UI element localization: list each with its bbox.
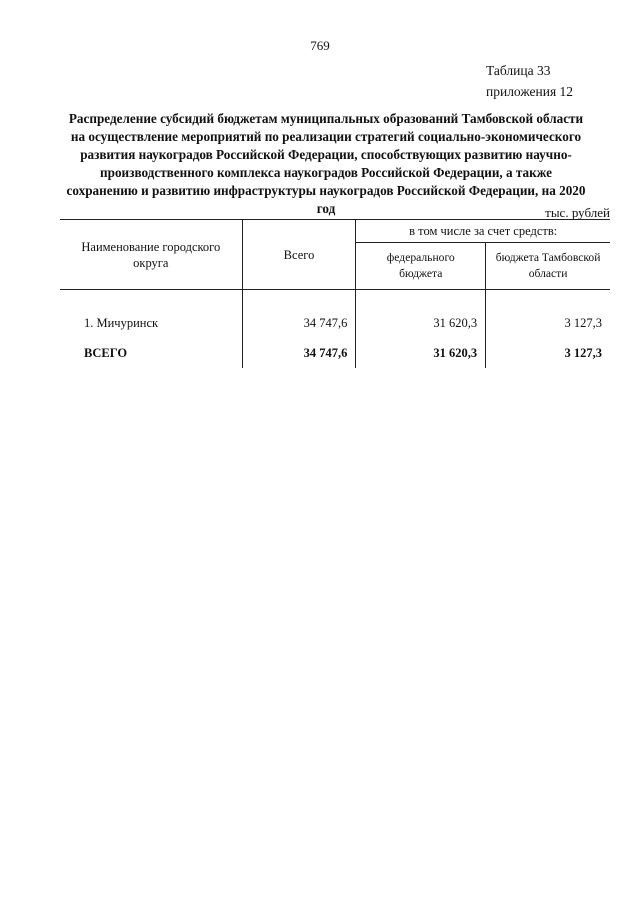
header-funding-sources: в том числе за счет средств:	[356, 220, 610, 243]
grand-total-amount: 34 747,6	[242, 338, 356, 368]
table-row	[60, 290, 610, 339]
table-header-row	[60, 220, 610, 243]
grand-regional-amount: 3 127,3	[486, 338, 610, 368]
header-district-name: Наименование городского округа	[60, 220, 242, 290]
total-label: ВСЕГО	[84, 345, 128, 360]
regional-amount: 3 127,3	[486, 290, 610, 339]
table-number: Таблица 33	[486, 63, 551, 78]
units-label: тыс. рублей	[545, 205, 610, 220]
grand-federal-amount: 31 620,3	[356, 338, 486, 368]
header-regional-budget: бюджета Тамбовской области	[486, 243, 610, 290]
district-name: 1. Мичуринск	[84, 315, 159, 330]
total-amount: 34 747,6	[242, 290, 356, 339]
subsidy-table	[60, 219, 610, 368]
federal-amount: 31 620,3	[356, 290, 486, 339]
page-number: 769	[310, 38, 330, 53]
appendix-number: приложения 12	[486, 84, 574, 99]
table-reference	[486, 60, 573, 102]
document-title: Распределение субсидий бюджетам муниципальных образований Тамбовской области на осуществление мероприятий по реализации стратегий социально-экономического развития наукоградов Российской Федерации, способствующих развитию научно-производственного комплекса наукоградов Российской Федерации, а также сохранению и развитию инфраструктуры наукоградов Российской Федерации, на 2020 год	[66, 111, 586, 216]
header-total: Всего	[242, 220, 356, 290]
table-total-row	[60, 338, 610, 368]
header-federal-budget: федерального бюджета	[356, 243, 486, 290]
